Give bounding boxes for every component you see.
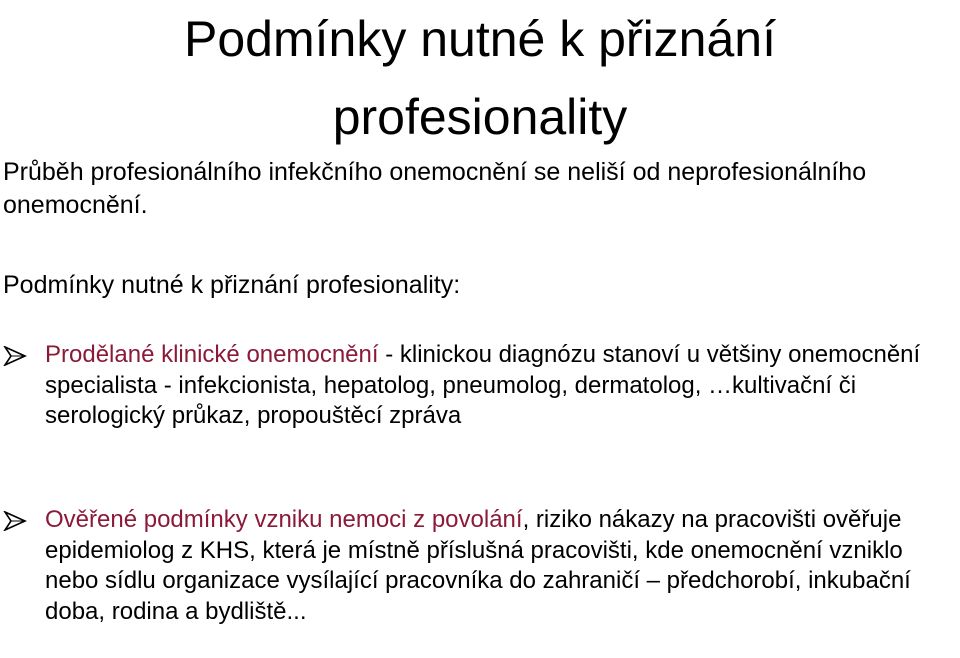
- intro-paragraph: Průběh profesionálního infekčního onemocnění se neliší od neprofesionálního onemocnění.: [3, 158, 867, 219]
- bullet-text: [45, 505, 958, 627]
- slide-title-line-1: Podmínky nutné k přiznání: [184, 11, 776, 67]
- slide-title-line-2: profesionality: [332, 89, 628, 145]
- arrow-bullet-icon: [3, 346, 33, 366]
- bullet-rest: - klinickou diagnózu stanoví u většiny onemocnění specialista - infekcionista, hepatolog, pneumolog, dermatolog, …kultivační či serologický průkaz, propouštěcí zpráva: [45, 341, 921, 429]
- bullet-item-conditions: [3, 505, 958, 627]
- bullet-highlight: Ověřené podmínky vzniku nemoci z povolání: [45, 506, 523, 533]
- slide-title: [0, 0, 960, 156]
- bullet-rest: , riziko nákazy na pracovišti ověřuje epidemiolog z KHS, která je místně příslušná pracovišti, kde onemocnění vzniklo nebo sídlu organizace vysílající pracovníka do zahraničí – předchorobí, inkubační doba, rodina a bydliště...: [45, 506, 911, 625]
- bullet-highlight: Prodělané klinické onemocnění: [45, 341, 379, 368]
- bullet-text: [45, 340, 958, 432]
- arrow-bullet-icon: [3, 511, 33, 531]
- bullet-item-clinical: [3, 340, 958, 432]
- conditions-heading: Podmínky nutné k přiznání profesionality:: [3, 271, 461, 299]
